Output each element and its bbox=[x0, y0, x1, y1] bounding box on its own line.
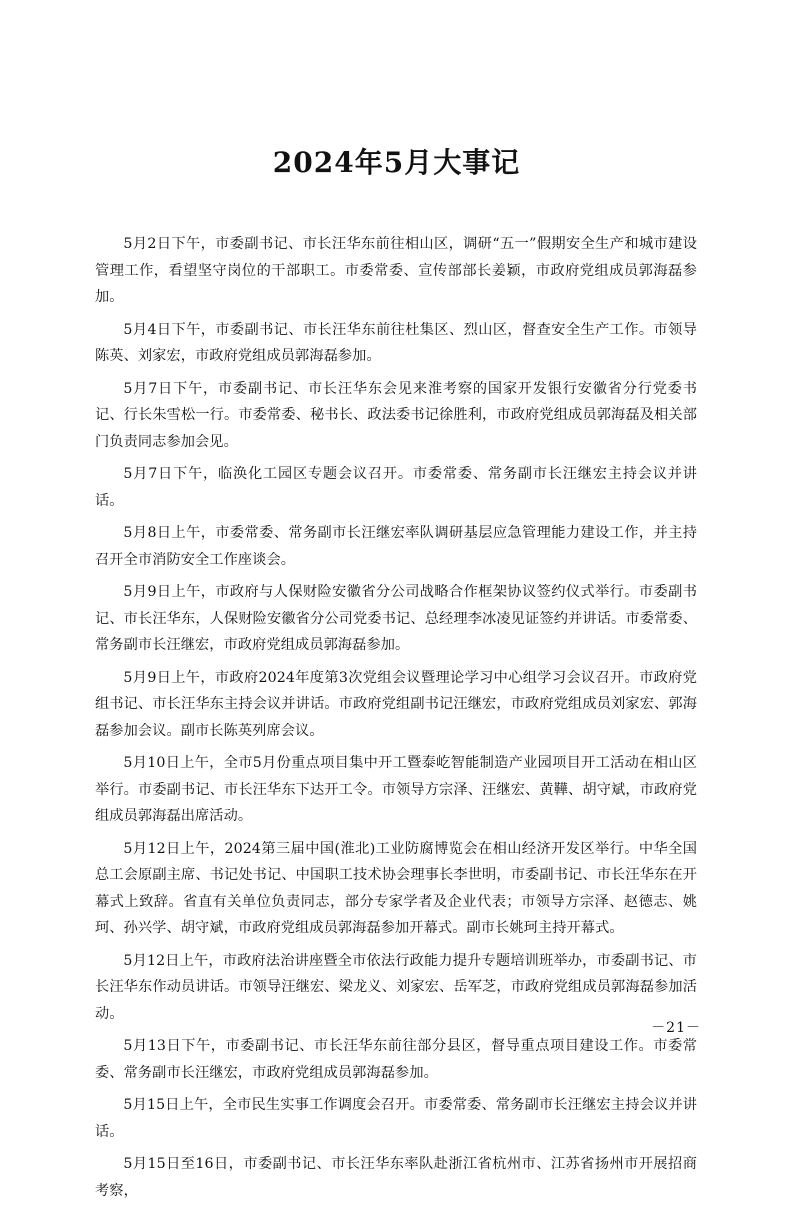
event-entry: 5月8日上午，市委常委、常务副市长汪继宏率队调研基层应急管理能力建设工作，并主持召开全市消防安全工作座谈会。 bbox=[95, 525, 697, 568]
event-entry: 5月4日下午，市委副书记、市长汪华东前往杜集区、烈山区，督查安全生产工作。市领导陈英、刘家宏，市政府党组成员郭海磊参加。 bbox=[95, 321, 697, 364]
event-entry: 5月9日上午，市政府与人保财险安徽省分公司战略合作框架协议签约仪式举行。市委副书记、市长汪华东，人保财险安徽省分公司党委书记、总经理李冰凌见证签约并讲话。市委常委、常务副市长汪继宏，市政府党组成员郭海磊参加。 bbox=[95, 584, 697, 653]
event-entry: 5月2日下午，市委副书记、市长汪华东前往相山区，调研“五一”假期安全生产和城市建设管理工作，看望坚守岗位的干部职工。市委常委、宣传部部长姜颖，市政府党组成员郭海磊参加。 bbox=[95, 236, 697, 305]
page-number: －21－ bbox=[651, 1020, 701, 1036]
event-entry: 5月13日下午，市委副书记、市长汪华东前往部分县区，督导重点项目建设工作。市委常委、常务副市长汪继宏，市政府党组成员郭海磊参加。 bbox=[95, 1038, 697, 1081]
event-entry: 5月12日上午，2024第三届中国(淮北)工业防腐博览会在相山经济开发区举行。中华全国总工会原副主席、书记处书记、中国职工技术协会理事长李世明，市委副书记、市长汪华东在开幕式上致辞。省直有关单位负责同志，部分专家学者及企业代表；市领导方宗泽、赵德志、姚珂、孙兴学、胡守斌，市政府党组成员郭海磊参加开幕式。副市长姚珂主持开幕式。 bbox=[95, 840, 697, 936]
event-entry: 5月15日至16日，市委副书记、市长汪华东率队赴浙江省杭州市、江苏省扬州市开展招商考察， bbox=[95, 1156, 697, 1199]
page-title: 2024年5月大事记 bbox=[272, 146, 521, 179]
document-body bbox=[95, 231, 697, 1210]
event-entry: 5月9日上午，市政府2024年度第3次党组会议暨理论学习中心组学习会议召开。市政府党组书记、市长汪华东主持会议并讲话。市政府党组副书记汪继宏，市政府党组成员刘家宏、郭海磊参加会议。副市长陈英列席会议。 bbox=[95, 669, 697, 739]
event-entry: 5月12日上午，市政府法治讲座暨全市依法行政能力提升专题培训班举办，市委副书记、市长汪华东作动员讲话。市领导汪继宏、梁龙义、刘家宏、岳军芝，市政府党组成员郭海磊参加活动。 bbox=[95, 952, 697, 1022]
event-entry: 5月15日上午，全市民生实事工作调度会召开。市委常委、常务副市长汪继宏主持会议并讲话。 bbox=[95, 1097, 697, 1140]
event-entry: 5月10日上午，全市5月份重点项目集中开工暨泰屹智能制造产业园项目开工活动在相山区举行。市委副书记、市长汪华东下达开工令。市领导方宗泽、汪继宏、黄鞾、胡守斌，市政府党组成员郭海磊出席活动。 bbox=[95, 755, 697, 824]
event-entry: 5月7日下午，临涣化工园区专题会议召开。市委常委、常务副市长汪继宏主持会议并讲话。 bbox=[95, 466, 697, 509]
event-entry: 5月7日下午，市委副书记、市长汪华东会见来淮考察的国家开发银行安徽省分行党委书记、行长朱雪松一行。市委常委、秘书长、政法委书记徐胜利，市政府党组成员郭海磊及相关部门负责同志参加会见。 bbox=[95, 380, 697, 450]
